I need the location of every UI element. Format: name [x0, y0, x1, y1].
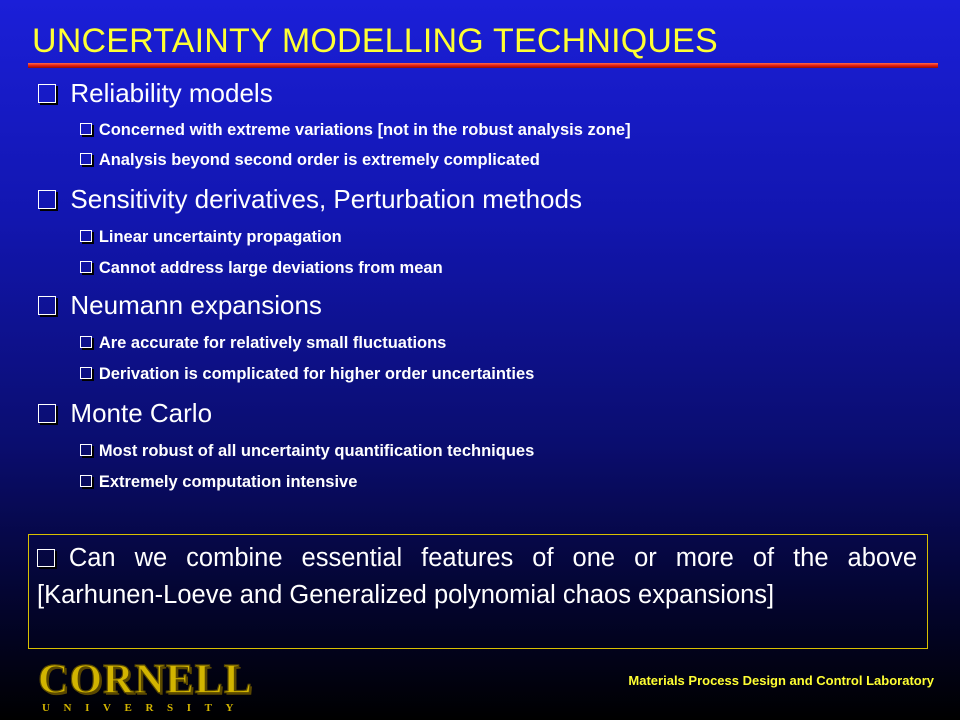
cornell-logo — [38, 657, 253, 716]
bullet-item — [80, 473, 357, 492]
section-heading-text: Sensitivity derivatives, Perturbation methods — [70, 184, 582, 214]
checkbox-bullet-icon — [38, 404, 56, 422]
callout-text: Can we combine essential features of one or more of the above [Karhunen-Loeve and Generalized polynomial chaos expansions] — [37, 544, 917, 609]
checkbox-bullet-icon — [80, 336, 92, 348]
bullet-item — [80, 442, 534, 461]
checkbox-bullet-icon — [80, 230, 92, 242]
footer-lab-name: Materials Process Design and Control Laboratory — [628, 673, 934, 688]
section-heading-neumann — [38, 290, 322, 321]
bullet-text: Most robust of all uncertainty quantification techniques — [98, 442, 535, 460]
bullet-text: Derivation is complicated for higher order uncertainties — [98, 365, 535, 383]
checkbox-bullet-icon — [80, 261, 92, 273]
bullet-text: Cannot address large deviations from mean — [98, 259, 443, 277]
logo-wordmark: CORNELL — [38, 657, 253, 703]
bullet-item — [80, 151, 540, 170]
checkbox-bullet-icon — [37, 549, 55, 567]
checkbox-bullet-icon — [38, 84, 56, 102]
section-heading-text: Monte Carlo — [70, 398, 213, 428]
checkbox-bullet-icon — [38, 296, 56, 314]
bullet-item — [80, 121, 631, 140]
bullet-text: Linear uncertainty propagation — [98, 228, 342, 246]
bullet-item — [80, 228, 342, 247]
bullet-text: Are accurate for relatively small fluctuations — [98, 334, 447, 352]
checkbox-bullet-icon — [80, 367, 92, 379]
section-heading-text: Neumann expansions — [70, 290, 322, 320]
section-heading-text: Reliability models — [70, 78, 273, 108]
checkbox-bullet-icon — [38, 190, 56, 208]
section-heading-monte-carlo — [38, 398, 212, 429]
bullet-text: Analysis beyond second order is extremely complicated — [98, 151, 540, 169]
checkbox-bullet-icon — [80, 475, 92, 487]
bullet-item — [80, 365, 534, 384]
bullet-text: Extremely computation intensive — [98, 473, 358, 491]
bullet-item — [80, 334, 446, 353]
title-divider — [28, 63, 938, 68]
section-heading-sensitivity — [38, 184, 582, 215]
slide-title: UNCERTAINTY MODELLING TECHNIQUES — [32, 22, 718, 60]
checkbox-bullet-icon — [80, 123, 92, 135]
checkbox-bullet-icon — [80, 153, 92, 165]
section-heading-reliability — [38, 78, 273, 109]
bullet-item — [80, 259, 443, 278]
logo-subtitle: UNIVERSITY — [42, 702, 248, 714]
callout-box — [28, 534, 928, 649]
bullet-text: Concerned with extreme variations [not in the robust analysis zone] — [98, 121, 631, 139]
checkbox-bullet-icon — [80, 444, 92, 456]
